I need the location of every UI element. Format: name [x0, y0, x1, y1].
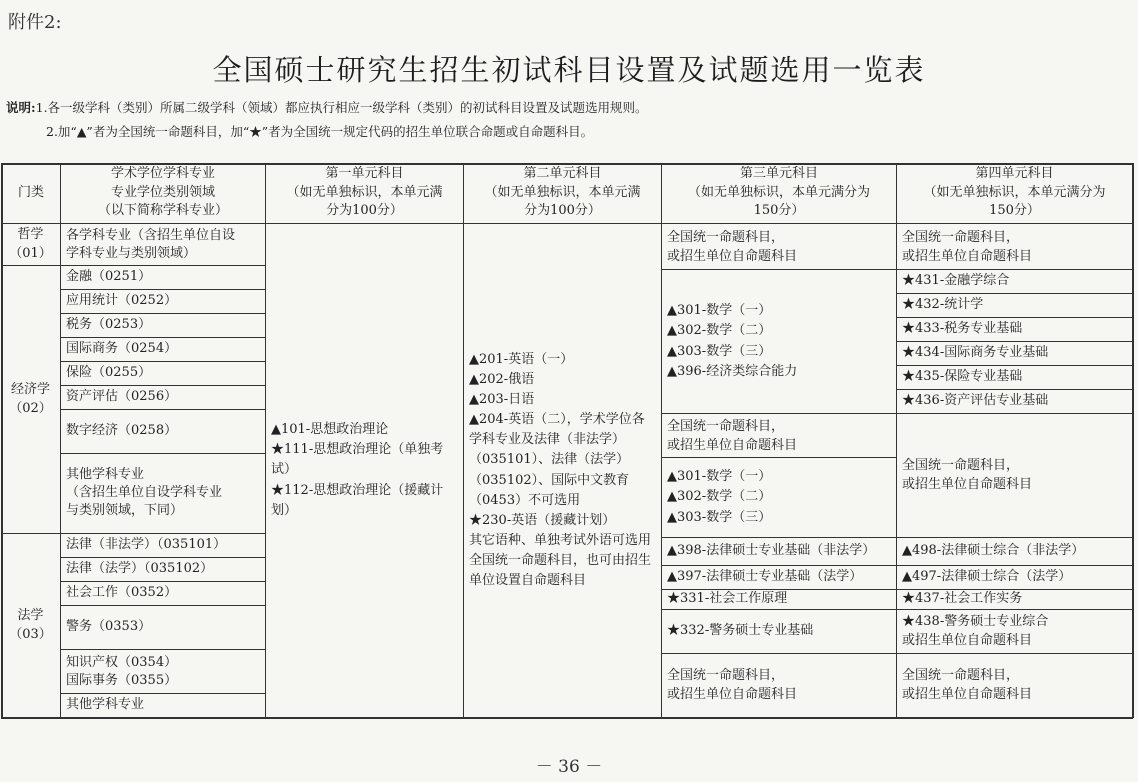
major-philosophy-all-line-1: 各学科专业（含招生单位自设 [66, 228, 236, 243]
category-economics-code: （02） [9, 400, 52, 416]
header-unit3-line-3: 150分） [753, 203, 805, 219]
unit4-philosophy-line-2: 或招生单位自命题科目 [902, 248, 1033, 264]
note-label: 说明: [6, 100, 36, 115]
unit4-law-nonlaw: ▲498-法律硕士综合（非法学） [902, 543, 1085, 559]
unit4-police-line-1: ★438-警务硕士专业综合 [902, 614, 1049, 629]
unit3-law-nonlaw: ▲398-法律硕士专业基础（非法学） [667, 543, 876, 559]
unit4-philosophy-line-1: 全国统一命题科目， [902, 230, 1020, 245]
major-law-law: 法律（法学）（035102） [66, 561, 214, 577]
unit3-other-subject-303: ▲303-数学（三） [667, 509, 772, 525]
category-philosophy-name: 哲学 [17, 226, 44, 242]
unit3-law-rest [662, 654, 896, 717]
unit2-subject-230: ★230-英语（援藏计划） [469, 512, 616, 528]
major-applied-statistics: 应用统计（0252） [66, 293, 178, 309]
unit3-law-rest-line-2: 或招生单位自命题科目 [667, 686, 798, 702]
major-social-work: 社会工作（0352） [66, 585, 178, 601]
major-digital-economy: 数字经济（0258） [66, 423, 178, 439]
unit3-digital-economy-line-2: 或招生单位自命题科目 [667, 437, 798, 453]
unit3-subject-302: ▲302-数学（二） [667, 323, 772, 339]
major-ip-intl-affairs-line-2: 国际事务（0355） [66, 672, 178, 688]
unit2-other-languages: 其它语种、单独考试外语可选用全国统一命题科目，也可由招生单位设置自命题科目 [469, 532, 652, 589]
unit4-statistics: ★432-统计学 [902, 297, 984, 313]
unit3-social-work: ★331-社会工作原理 [667, 591, 788, 607]
unit2-subject-201: ▲201-英语（一） [469, 351, 574, 367]
category-law-name: 法学 [17, 607, 44, 623]
unit1-subject-111: ★111-思想政治理论（单独考试） [271, 442, 444, 478]
subject-table [1, 163, 1133, 718]
header-unit3 [662, 163, 896, 223]
major-ip-intl-affairs-line-1: 知识产权（0354） [66, 655, 178, 670]
unit2-subject-202: ▲202-俄语 [469, 371, 535, 387]
unit3-digital-economy-line-1: 全国统一命题科目， [667, 419, 785, 434]
unit3-digital-economy [662, 414, 896, 457]
unit3-subject-303: ▲303-数学（三） [667, 343, 772, 359]
category-law [1, 534, 60, 717]
major-economics-other-line-2: （含招生单位自设学科专业 [66, 485, 223, 501]
unit4-law-rest [897, 654, 1132, 717]
unit4-international-business: ★434-国际商务专业基础 [902, 345, 1049, 361]
unit3-police: ★332-警务硕士专业基础 [667, 623, 814, 639]
unit3-philosophy-line-2: 或招生单位自命题科目 [667, 248, 798, 264]
category-law-code: （03） [9, 626, 52, 642]
unit4-law-rest-line-2: 或招生单位自命题科目 [902, 686, 1033, 702]
unit1-subjects [266, 224, 463, 717]
unit4-law-rest-line-1: 全国统一命题科目， [902, 667, 1020, 683]
header-unit2 [464, 163, 661, 223]
unit4-police [897, 610, 1132, 653]
unit4-finance: ★431-金融学综合 [902, 273, 1010, 289]
major-law-nonlaw: 法律（非法学）（035101） [66, 537, 227, 553]
unit4-law-law: ▲497-法律硕士综合（法学） [902, 569, 1072, 585]
unit4-economics-rest-line-1: 全国统一命题科目， [902, 457, 1020, 473]
note-line-2: 2.加“▲”者为全国统一命题科目，加“★”者为全国统一规定代码的招生单位联合命题或自命题科目。 [46, 124, 594, 139]
header-major [61, 163, 265, 223]
header-unit1-line-2: （如无单独标识，本单元满 [286, 184, 443, 200]
major-economics-other [61, 454, 265, 533]
unit2-subject-204: ▲204-英语（二），学术学位各学科专业及法律（非法学）（035101）、法律（法学）（035102）、国际中文教育（0453）不可选用 [469, 412, 645, 508]
unit1-subject-101: ▲101-思想政治理论 [271, 422, 389, 438]
note-text-1: 1.各一级学科（类别）所属二级学科（领域）都应执行相应一级学科（类别）的初试科目设置及试题选用规则。 [35, 100, 648, 115]
page-title: 全国硕士研究生招生初试科目设置及试题选用一览表 [212, 53, 926, 87]
unit4-police-line-2: 或招生单位自命题科目 [902, 632, 1033, 648]
header-category [1, 163, 61, 223]
unit2-subjects [464, 224, 661, 717]
unit3-law-rest-line-1: 全国统一命题科目， [667, 667, 785, 683]
major-police: 警务（0353） [66, 619, 152, 635]
category-philosophy [1, 224, 60, 265]
major-law-other: 其他学科专业 [66, 697, 145, 713]
unit3-philosophy-line-1: 全国统一命题科目， [667, 230, 785, 245]
header-unit4-line-3: 150分） [989, 203, 1040, 219]
header-major-line-2: 专业学位类别领域 [110, 184, 215, 200]
unit3-other-subject-301: ▲301-数学（一） [667, 469, 772, 485]
header-category-text: 门类 [17, 184, 44, 200]
major-ip-intl-affairs [61, 650, 265, 693]
header-unit1-line-3: 分为100分） [326, 203, 403, 219]
header-unit3-line-1: 第三单元科目 [739, 165, 818, 181]
unit3-other-subject-302: ▲302-数学（二） [667, 489, 772, 505]
unit4-asset-appraisal: ★436-资产评估专业基础 [902, 393, 1049, 409]
major-economics-other-line-1: 其他学科专业 [66, 467, 145, 482]
unit3-philosophy [662, 224, 896, 269]
unit4-social-work: ★437-社会工作实务 [902, 591, 1023, 607]
unit4-economics-rest-line-2: 或招生单位自命题科目 [902, 476, 1033, 492]
major-asset-appraisal: 资产评估（0256） [66, 389, 178, 405]
unit3-law-law: ▲397-法律硕士专业基础（法学） [667, 569, 863, 585]
unit3-economics-professional [662, 270, 896, 413]
major-international-business: 国际商务（0254） [66, 341, 178, 357]
unit4-philosophy [897, 224, 1132, 269]
header-unit2-line-1: 第二单元科目 [523, 165, 602, 181]
category-economics [1, 266, 60, 533]
major-insurance: 保险（0255） [66, 365, 152, 381]
major-philosophy-all-line-2: 学科专业与类别领域） [66, 245, 197, 261]
unit3-subject-396: ▲396-经济类综合能力 [667, 363, 798, 379]
header-unit4 [897, 163, 1132, 223]
unit3-subject-301: ▲301-数学（一） [667, 303, 772, 319]
header-unit4-line-1: 第四单元科目 [975, 165, 1054, 181]
major-philosophy-all [61, 224, 265, 265]
unit4-taxation: ★433-税务专业基础 [902, 321, 1023, 337]
major-finance: 金融（0251） [66, 269, 152, 285]
header-unit1-line-1: 第一单元科目 [325, 165, 404, 181]
header-major-line-3: （以下简称学科专业） [97, 203, 228, 219]
header-unit2-line-2: （如无单独标识，本单元满 [484, 184, 641, 200]
category-economics-name: 经济学 [10, 381, 50, 397]
unit1-subject-112: ★112-思想政治理论（援藏计划） [271, 482, 444, 518]
page-number: － 36 － [535, 757, 603, 777]
header-major-line-1: 学术学位学科专业 [110, 165, 215, 181]
header-unit3-line-2: （如无单独标识，本单元满分为 [687, 184, 870, 200]
header-unit2-line-3: 分为100分） [524, 203, 601, 219]
category-philosophy-code: （01） [9, 245, 52, 261]
unit2-subject-203: ▲203-日语 [469, 391, 535, 407]
unit4-insurance: ★435-保险专业基础 [902, 369, 1023, 385]
note-line-1 [6, 98, 648, 116]
unit4-economics-rest [897, 414, 1132, 537]
unit3-economics-other [662, 458, 896, 537]
major-economics-other-line-3: 与类别领域，下同） [66, 503, 184, 519]
header-unit1 [266, 163, 463, 223]
attachment-label: 附件2: [8, 12, 62, 33]
major-taxation: 税务（0253） [66, 317, 152, 333]
header-unit4-line-2: （如无单独标识，本单元满分为 [923, 184, 1106, 200]
